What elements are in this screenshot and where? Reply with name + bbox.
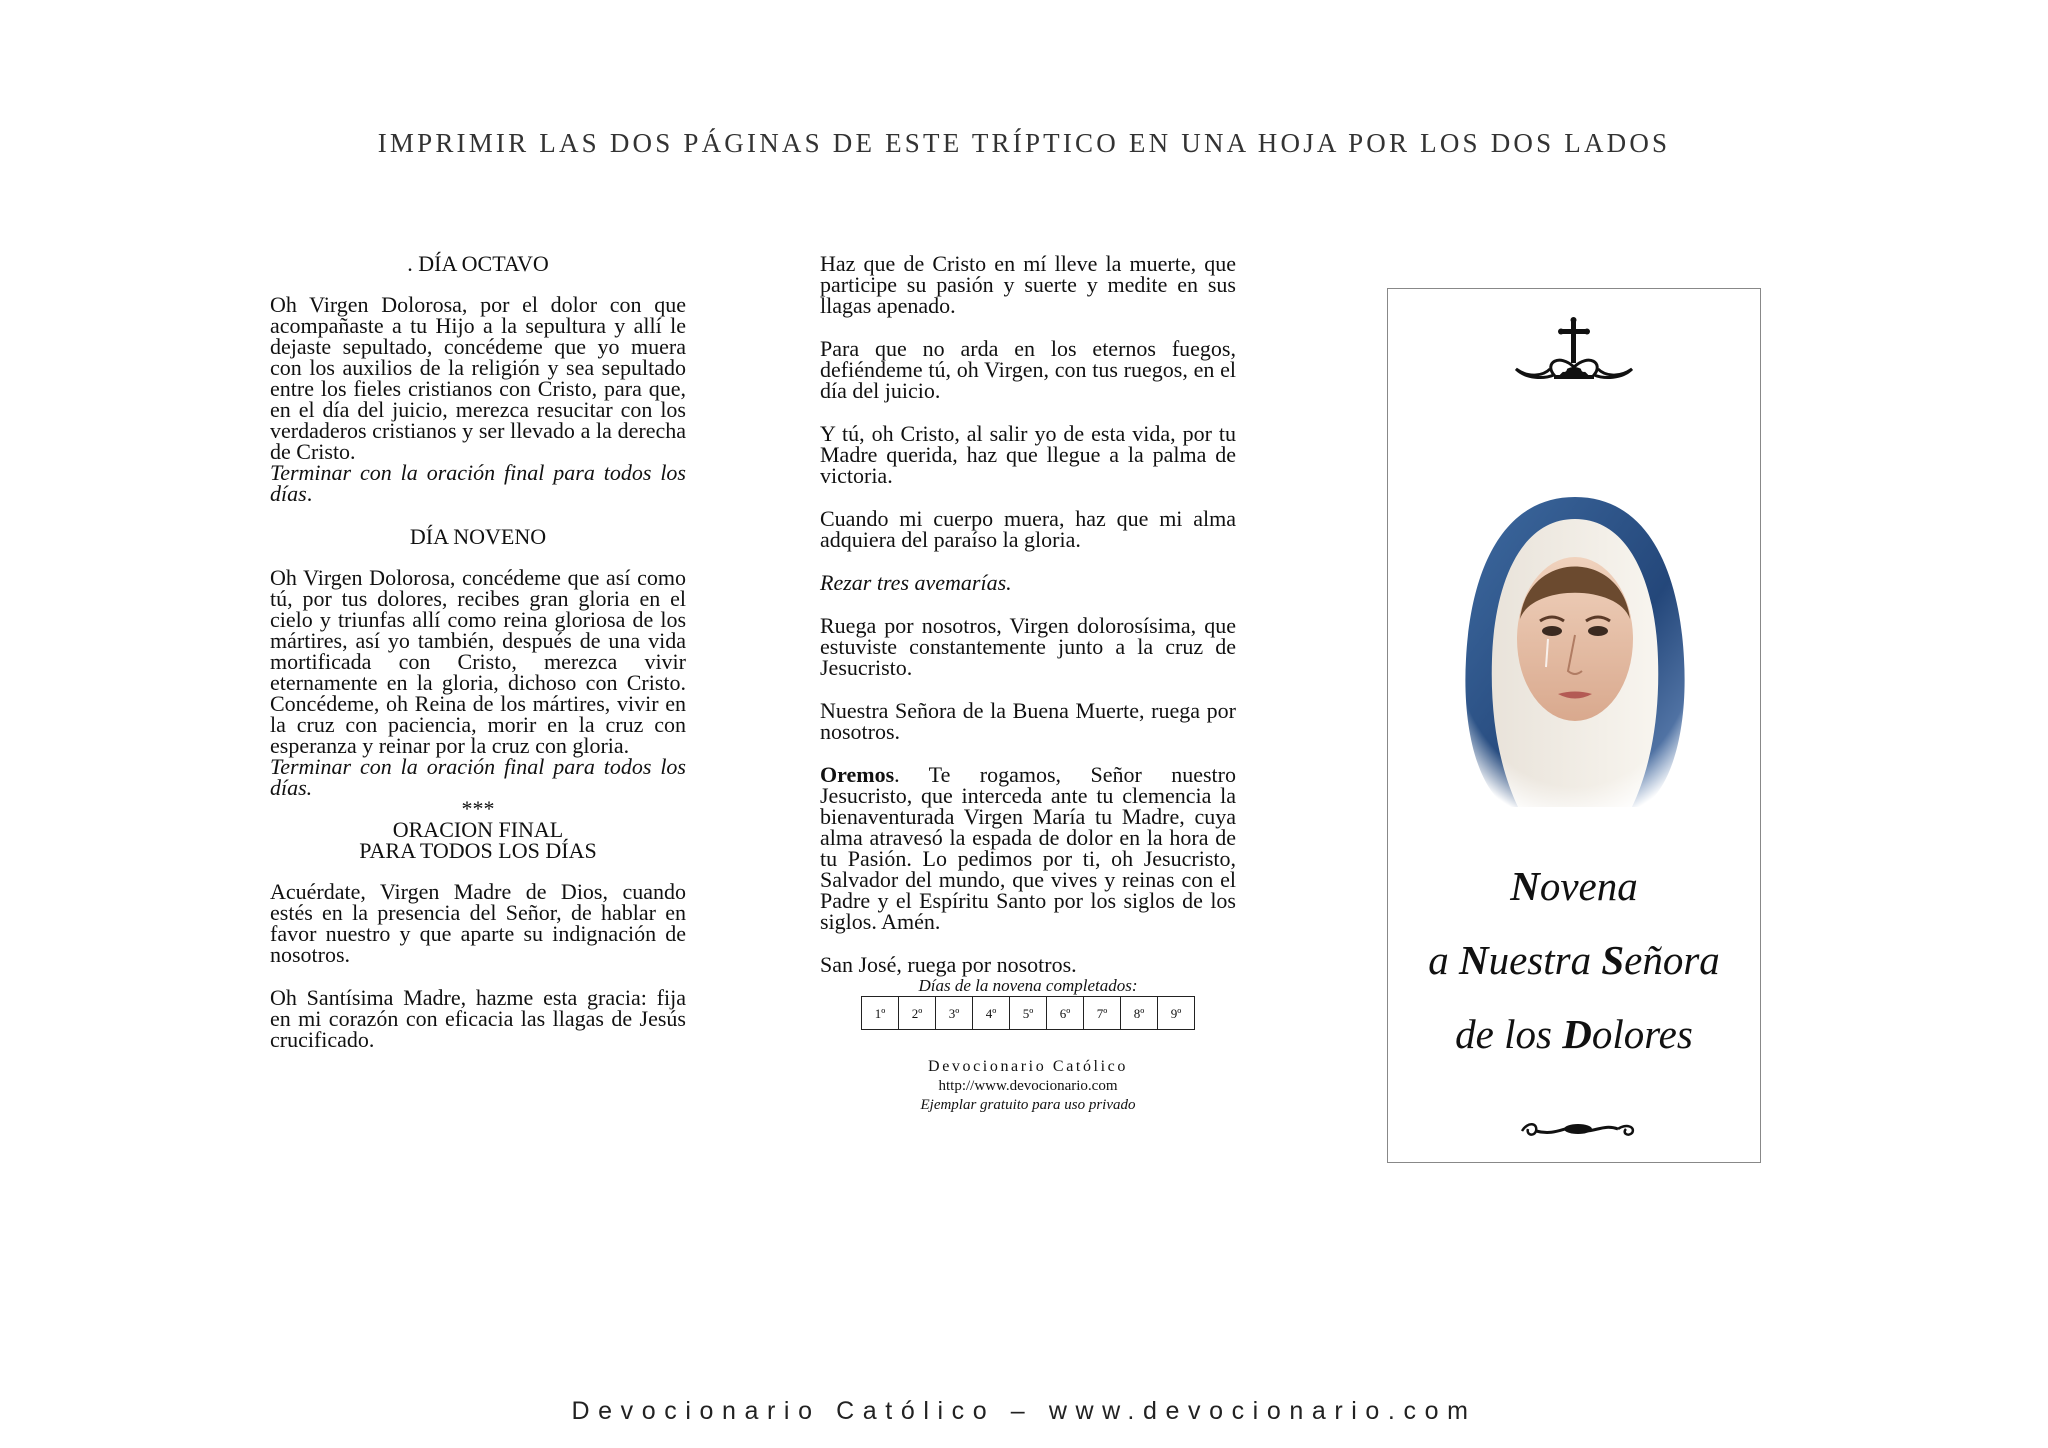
- cover-line-2-a: a: [1428, 937, 1459, 983]
- day-9-prayer: Oh Virgen Dolorosa, concédeme que así como tú, por tus dolores, recibes gran gloria en el cielo y triunfas allí como reina gloriosa de los mártires, así yo también, después de una vida mortificada con Cristo, merezca vivir eternamente en la gloria, dichoso con Cristo. Concédeme, oh Reina de los mártires, vivir en la cruz con paciencia, morir en la cruz con esperanza y reinar por la cruz con gloria.: [270, 565, 686, 758]
- left-column: [270, 253, 686, 1050]
- cross-ornament-icon: [1514, 317, 1634, 387]
- page-footer: Devocionario Católico – www.devocionario.com: [571, 1397, 1477, 1425]
- day-box-6[interactable]: 6º: [1047, 997, 1084, 1030]
- flourish-ornament-icon: [1518, 1119, 1638, 1139]
- publisher-name: Devocionario Católico: [928, 1058, 1128, 1075]
- invocation-saint-joseph: San José, ruega por nosotros.: [820, 952, 1077, 977]
- day-box-1[interactable]: 1º: [862, 997, 899, 1030]
- day-box-3[interactable]: 3º: [936, 997, 973, 1030]
- final-prayer-title-2: PARA TODOS LOS DÍAS: [359, 838, 597, 863]
- cover-panel: [1387, 288, 1761, 1163]
- final-prayer-p2: Oh Santísima Madre, hazme esta gracia: fija en mi corazón con eficacia las llagas de Jesús crucificado.: [270, 985, 686, 1052]
- stanza-3: Y tú, oh Cristo, al salir yo de esta vida, por tu Madre querida, haz que llegue a la palma de victoria.: [820, 421, 1236, 488]
- cover-title-line-1: [1388, 849, 1760, 923]
- publisher-note: Ejemplar gratuito para uso privado: [920, 1097, 1136, 1113]
- publisher-block: [820, 1056, 1236, 1115]
- print-instruction: IMPRIMIR LAS DOS PÁGINAS DE ESTE TRÍPTICO EN UNA HOJA POR LOS DOS LADOS: [377, 128, 1671, 158]
- day-8-title: . DÍA OCTAVO: [407, 251, 549, 276]
- oremos-prayer: [820, 764, 1236, 932]
- middle-column: [820, 253, 1236, 1115]
- publisher-url[interactable]: http://www.devocionario.com: [938, 1078, 1118, 1094]
- days-completed-caption: Días de la novena completados:: [918, 976, 1138, 995]
- cover-initial-s: S: [1601, 937, 1625, 983]
- day-9-title: DÍA NOVENO: [409, 524, 547, 549]
- stanza-2: Para que no arda en los eternos fuegos, defiéndeme tú, oh Virgen, con tus ruegos, en el día del juicio.: [820, 336, 1236, 403]
- cover-line-2-nrest: uestra: [1488, 937, 1602, 983]
- cover-title: [1388, 849, 1760, 1071]
- virgin-mary-portrait: [1448, 489, 1702, 809]
- cover-title-line-3: [1388, 997, 1760, 1071]
- cover-title-line-2: [1388, 923, 1760, 997]
- hail-marys-instruction: Rezar tres avemarías.: [820, 570, 1012, 595]
- cover-line-3-drest: olores: [1591, 1011, 1693, 1057]
- cover-line-1-rest: ovena: [1539, 863, 1638, 909]
- oremos-label: Oremos: [820, 762, 895, 787]
- oremos-text: . Te rogamos, Señor nuestro Jesucristo, que interceda ante tu clemencia la bienaventurada Virgen María tu Madre, cuya alma atravesó la espada de dolor en la hora de tu Pasión. Lo pedimos por ti, oh Jesucristo, Salvador del mundo, que vives y reinas con el Padre y el Espíritu Santo por los siglos de los siglos. Amén.: [820, 762, 1236, 934]
- day-8-closing-period: .: [306, 481, 313, 506]
- day-box-9[interactable]: 9º: [1158, 997, 1195, 1030]
- stanza-4: Cuando mi cuerpo muera, haz que mi alma adquiera del paraíso la gloria.: [820, 506, 1236, 552]
- stanza-1: Haz que de Cristo en mí lleve la muerte, que participe su pasión y suerte y medite en sus llagas apenado.: [820, 251, 1236, 318]
- day-9-closing: Terminar con la oración final para todos los días.: [270, 754, 686, 800]
- cover-initial-n: N: [1510, 863, 1540, 909]
- final-prayer-p1: Acuérdate, Virgen Madre de Dios, cuando estés en la presencia del Señor, de hablar en favor nuestro y que aparte su indignación de nosotros.: [270, 879, 686, 967]
- day-box-7[interactable]: 7º: [1084, 997, 1121, 1030]
- days-completed-table: [861, 996, 1195, 1030]
- cover-line-3-a: de los: [1455, 1011, 1563, 1057]
- day-8-closing-italic: Terminar con la oración final para todos los días: [270, 460, 686, 506]
- day-8-prayer: Oh Virgen Dolorosa, por el dolor con que acompañaste a tu Hijo a la sepultura y allí le dejaste sepultado, concédeme que yo muera con los auxilios de la religión y sea sepultado entre los fieles cristianos con Cristo, para que, en el día del juicio, merezca resucitar con los verdaderos cristianos y ser llevado a la derecha de Cristo.: [270, 292, 686, 464]
- separator-stars: ***: [461, 796, 495, 821]
- cover-initial-n2: N: [1458, 937, 1489, 983]
- day-box-8[interactable]: 8º: [1121, 997, 1158, 1030]
- day-box-4[interactable]: 4º: [973, 997, 1010, 1030]
- final-prayer-title-1: ORACION FINAL: [392, 817, 564, 842]
- day-box-2[interactable]: 2º: [899, 997, 936, 1030]
- day-box-5[interactable]: 5º: [1010, 997, 1047, 1030]
- versicle: Ruega por nosotros, Virgen dolorosísima, que estuviste constantemente junto a la cruz de Jesucristo.: [820, 613, 1236, 680]
- invocation-good-death: Nuestra Señora de la Buena Muerte, ruega por nosotros.: [820, 698, 1236, 744]
- cover-initial-d: D: [1562, 1011, 1592, 1057]
- cover-line-2-srest: eñora: [1624, 937, 1720, 983]
- day-8-closing: [270, 462, 686, 504]
